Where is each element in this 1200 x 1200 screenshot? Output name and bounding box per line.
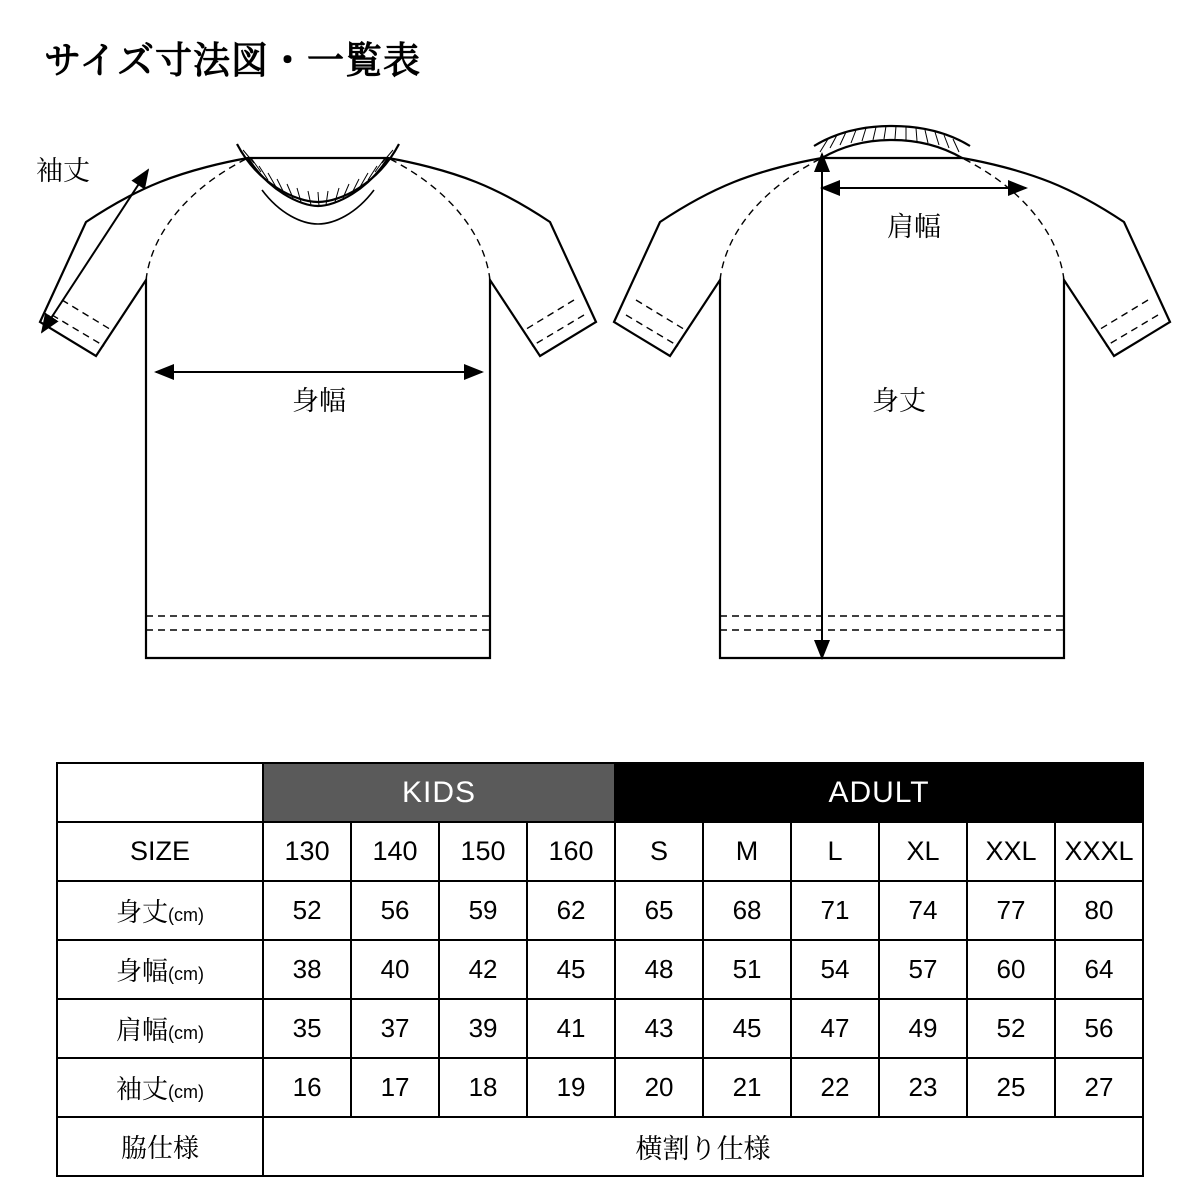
size-cell-150: 150 (439, 822, 527, 881)
dim-label-chest: 身幅 (292, 386, 346, 416)
cell: 65 (615, 881, 703, 940)
cell: 77 (967, 881, 1055, 940)
dim-label-sleeve: 袖丈 (36, 156, 90, 186)
row-label-text: 肩幅 (116, 1015, 169, 1045)
row-unit-text: (cm) (168, 1082, 205, 1102)
cell: 21 (703, 1058, 791, 1117)
cell: 38 (263, 940, 351, 999)
row-header-shoulder-width (57, 999, 263, 1058)
cell: 41 (527, 999, 615, 1058)
dim-label-length: 身丈 (872, 386, 926, 416)
cell: 27 (1055, 1058, 1143, 1117)
cell: 56 (351, 881, 439, 940)
row-header-body-length (57, 881, 263, 940)
cell: 18 (439, 1058, 527, 1117)
size-cell-160: 160 (527, 822, 615, 881)
row-unit-text: (cm) (168, 905, 205, 925)
row-unit-text: (cm) (168, 964, 205, 984)
row-label-text: 袖丈 (116, 1074, 169, 1104)
size-cell-130: 130 (263, 822, 351, 881)
cell: 47 (791, 999, 879, 1058)
cell: 60 (967, 940, 1055, 999)
cell: 20 (615, 1058, 703, 1117)
size-cell-l: L (791, 822, 879, 881)
table-row-body-length (57, 881, 1143, 940)
side-spec-value: 横割り仕様 (263, 1117, 1143, 1176)
size-cell-xl: XL (879, 822, 967, 881)
cell: 48 (615, 940, 703, 999)
cell: 40 (351, 940, 439, 999)
cell: 49 (879, 999, 967, 1058)
cell: 45 (527, 940, 615, 999)
cell: 22 (791, 1058, 879, 1117)
size-cell-xxxl: XXXL (1055, 822, 1143, 881)
cell: 57 (879, 940, 967, 999)
dim-label-shoulder: 肩幅 (887, 212, 941, 242)
cell: 42 (439, 940, 527, 999)
size-chart-table (56, 762, 1144, 1177)
cell: 74 (879, 881, 967, 940)
cell: 35 (263, 999, 351, 1058)
cell: 64 (1055, 940, 1143, 999)
table-row-shoulder-width (57, 999, 1143, 1058)
cell: 80 (1055, 881, 1143, 940)
cell: 16 (263, 1058, 351, 1117)
dim-sleeve-length (42, 170, 148, 332)
size-cell-s: S (615, 822, 703, 881)
cell: 71 (791, 881, 879, 940)
row-header-side-spec: 脇仕様 (57, 1117, 263, 1176)
table-row-chest-width (57, 940, 1143, 999)
cell: 17 (351, 1058, 439, 1117)
row-header-chest-width (57, 940, 263, 999)
cell: 23 (879, 1058, 967, 1117)
size-cell-140: 140 (351, 822, 439, 881)
page-title: サイズ寸法図・一覧表 (44, 40, 422, 81)
group-header-kids: KIDS (263, 763, 615, 822)
table-row-sleeve-length (57, 1058, 1143, 1117)
row-header-sleeve-length (57, 1058, 263, 1117)
table-row-side-spec (57, 1117, 1143, 1176)
cell: 59 (439, 881, 527, 940)
cell: 37 (351, 999, 439, 1058)
row-header-size: SIZE (57, 822, 263, 881)
cell: 19 (527, 1058, 615, 1117)
size-cell-m: M (703, 822, 791, 881)
cell: 25 (967, 1058, 1055, 1117)
cell: 68 (703, 881, 791, 940)
cell: 52 (967, 999, 1055, 1058)
row-label-text: 身幅 (116, 956, 169, 986)
table-row-size (57, 822, 1143, 881)
cell: 45 (703, 999, 791, 1058)
row-unit-text: (cm) (168, 1023, 205, 1043)
corner-blank-cell (57, 763, 263, 822)
cell: 62 (527, 881, 615, 940)
cell: 56 (1055, 999, 1143, 1058)
size-cell-xxl: XXL (967, 822, 1055, 881)
size-diagram (0, 110, 1200, 730)
row-label-text: 身丈 (116, 897, 169, 927)
cell: 54 (791, 940, 879, 999)
cell: 43 (615, 999, 703, 1058)
cell: 51 (703, 940, 791, 999)
group-header-adult: ADULT (615, 763, 1143, 822)
table-row-group-header (57, 763, 1143, 822)
cell: 39 (439, 999, 527, 1058)
cell: 52 (263, 881, 351, 940)
